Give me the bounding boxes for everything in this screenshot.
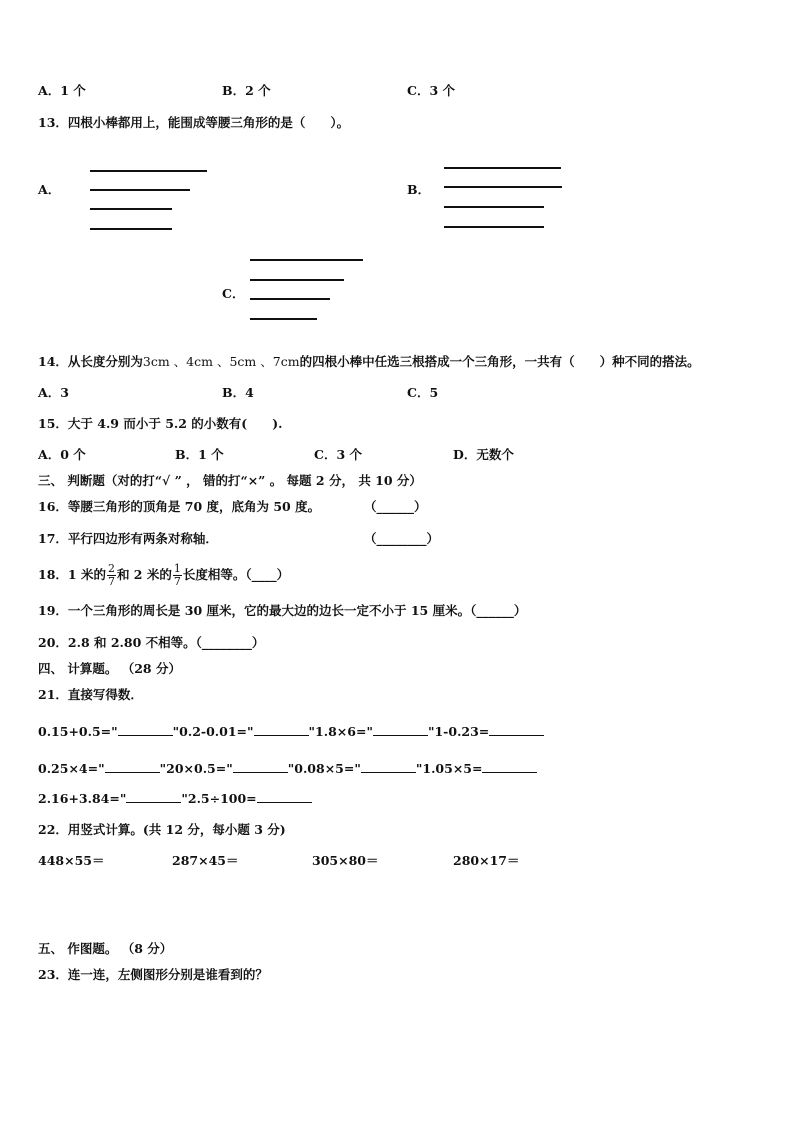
- fraction-denominator: 7: [173, 575, 181, 588]
- q17-text: 17．平行四边形有两条对称轴．: [38, 531, 218, 546]
- calc-item: "0.08×5=": [287, 761, 361, 776]
- answer-blank[interactable]: [254, 735, 309, 736]
- q13-option-a-label: A．: [38, 182, 61, 197]
- stick: [444, 206, 544, 208]
- stick: [90, 170, 207, 172]
- q22-item: 287×45＝: [172, 853, 239, 868]
- section-4-title: 四、 计算题。 （28 分）: [38, 661, 181, 676]
- q14-lengths: 3cm 、4cm 、5cm 、7cm: [142, 354, 300, 369]
- q23-stem: 23．连一连，左侧图形分别是谁看到的？: [38, 967, 268, 982]
- q12-option-b: B．2 个: [222, 83, 271, 98]
- q15-option-c: C．3 个: [314, 447, 362, 462]
- q17-answer-paren: （________）: [364, 531, 440, 546]
- answer-blank[interactable]: [126, 802, 181, 803]
- q13-stem: 13．四根小棒都用上，能围成等腰三角形的是（ ）。: [38, 115, 350, 130]
- stick: [90, 228, 172, 230]
- answer-blank[interactable]: [105, 772, 160, 773]
- q22-stem: 22．用竖式计算。(共 12 分，每小题 3 分): [38, 822, 286, 837]
- calc-item: "1.8×6=": [308, 724, 373, 739]
- q20-text: 20．2.8 和 2.80 不相等。（________）: [38, 635, 265, 650]
- stick: [444, 226, 544, 228]
- q22-item: 448×55＝: [38, 853, 105, 868]
- calc-item: "2.5÷100=: [181, 791, 257, 806]
- q15-stem: 15．大于 4.9 而小于 5.2 的小数有( ).: [38, 416, 283, 431]
- q21-line-2: [38, 761, 537, 777]
- q14-option-a: A．3: [38, 385, 69, 400]
- q15-option-b: B．1 个: [175, 447, 224, 462]
- answer-blank[interactable]: [257, 802, 312, 803]
- q15-option-d: D．无数个: [453, 447, 514, 462]
- q21-stem: 21．直接写得数．: [38, 687, 143, 702]
- q18-mid: 和 2 米的: [116, 567, 172, 582]
- q12-option-c: C．3 个: [407, 83, 455, 98]
- q19-text: 19．一个三角形的周长是 30 厘米，它的最大边的边长一定不小于 15 厘米。（______）: [38, 603, 527, 618]
- calc-item: 0.25×4=": [38, 761, 105, 776]
- stick: [250, 279, 344, 281]
- q21-line-1: [38, 724, 544, 740]
- q18-pre: 18．1 米的: [38, 567, 106, 582]
- answer-blank[interactable]: [361, 772, 416, 773]
- q16-text: 16．等腰三角形的顶角是 70 度，底角为 50 度。: [38, 499, 321, 514]
- fraction-denominator: 7: [107, 575, 115, 588]
- q18-text: [38, 560, 289, 590]
- stick: [444, 186, 562, 188]
- q14-option-c: C．5: [407, 385, 439, 400]
- answer-blank[interactable]: [373, 735, 428, 736]
- q22-item: 305×80＝: [312, 853, 379, 868]
- fraction: [173, 563, 182, 588]
- q16-answer-paren: （______）: [364, 499, 427, 514]
- q12-option-a: A．1 个: [38, 83, 86, 98]
- section-3-title: 三、 判断题（对的打“√ ” ， 错的打“×” 。 每题 2 分， 共 10 分）: [38, 473, 422, 488]
- stick: [90, 208, 172, 210]
- q22-item: 280×17＝: [453, 853, 520, 868]
- stick: [250, 298, 330, 300]
- calc-item: "0.2-0.01=": [172, 724, 254, 739]
- q14-stem-a: 14．从长度分别为: [38, 354, 143, 369]
- stick: [90, 189, 190, 191]
- calc-item: "1.05×5=: [415, 761, 483, 776]
- q13-option-b-label: B．: [407, 182, 431, 197]
- calc-item: "1-0.23=: [427, 724, 490, 739]
- stick: [250, 318, 317, 320]
- section-5-title: 五、 作图题。 （8 分）: [38, 941, 173, 956]
- calc-item: 0.15+0.5=": [38, 724, 118, 739]
- q14-option-b: B．4: [222, 385, 254, 400]
- fraction: [107, 563, 116, 588]
- answer-blank[interactable]: [489, 735, 544, 736]
- q18-post: 长度相等。（____）: [182, 567, 290, 582]
- q13-option-c-label: C．: [222, 286, 245, 301]
- stick: [250, 259, 363, 261]
- answer-blank[interactable]: [482, 772, 537, 773]
- stick: [444, 167, 561, 169]
- q14-stem: [38, 354, 700, 370]
- answer-blank[interactable]: [233, 772, 288, 773]
- fraction-numerator: 1: [173, 562, 181, 575]
- calc-item: 2.16+3.84=": [38, 791, 127, 806]
- calc-item: "20×0.5=": [159, 761, 233, 776]
- q15-option-a: A．0 个: [38, 447, 86, 462]
- answer-blank[interactable]: [118, 735, 173, 736]
- fraction-numerator: 2: [107, 562, 115, 575]
- q21-line-3: [38, 791, 312, 807]
- q14-stem-c: 的四根小棒中任选三根搭成一个三角形，一共有（ ）种不同的搭法。: [299, 354, 700, 369]
